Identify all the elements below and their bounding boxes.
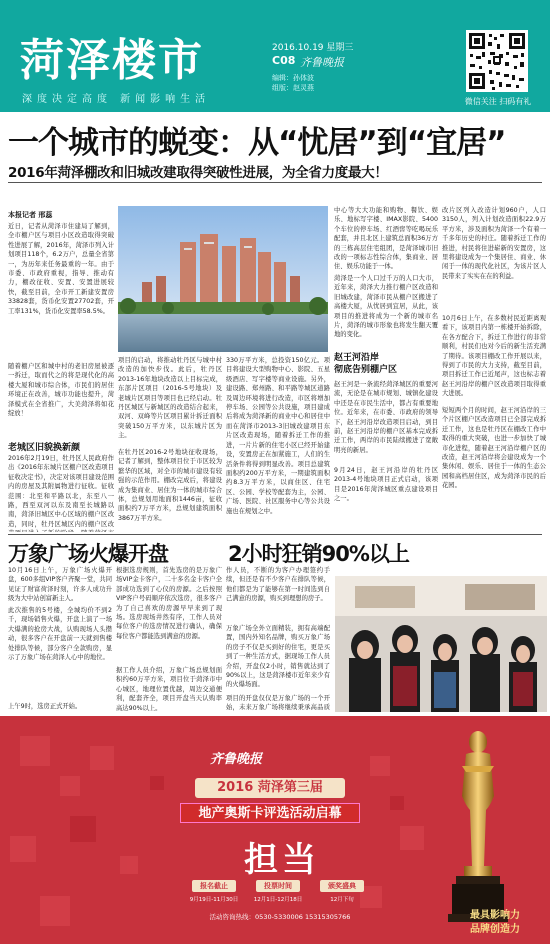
- article-text: 万象广场全外立面精装，拥有高端配置，国内外知名品牌，购买万象广场的房子不仅是买到好的住宅，更是买到了一种生活方式，据现场工作人员介绍，开盘仅2小时，销售就达到了90%以上，这是菏泽楼市近年来少有的火爆场面。: [226, 625, 330, 689]
- article-text: 作人员，不断的为客户办理签约手续，但还是有不少客户在排队等候，他们都是为了能够在第一时间选到自己满意的房源，购买到理想的房子。: [226, 567, 330, 603]
- skyline-photo: [118, 206, 328, 352]
- article-text: 短短两个月的时间，赵王河沿岸的三个片区棚户区改造项目已全部完成拆迁工作，这也是牡丹区在棚改工作中取得的重大突破，也进一步加快了城市化进程，随着赵王河沿岸棚户区的改造，赵王河沿岸将会建设成为一个集休闲、娱乐、居住于一体的生态公园和高档居住区，成为菏泽市民的后花园。: [442, 407, 546, 490]
- schedule-label: 报名截止: [192, 880, 236, 892]
- ad-title: 2016 菏泽第三届: [195, 778, 345, 798]
- main-headline: 一个城市的蜕变：从“忧居”到“宜居”: [8, 125, 506, 161]
- article-text: 10月16日上午，万象广场火爆开盘，600多组VIP客户齐聚一堂，共同见证了财富荷泽时刻，许多人成功升级为大中站创富新主人。: [8, 567, 112, 603]
- article-text: 项目的开盘仅仅是万象广场的一个开始，未来万象广场将继续秉承高品质: [226, 695, 330, 712]
- section-subheading: 赵王河沿岸 彻底告别棚户区: [334, 353, 398, 375]
- hotline: 活动咨询热线：0530-5330006 15315305766: [209, 913, 351, 921]
- article-text: 改片区列入改造计划960户，人口3150人，列入计划改造面积22.9万平方米，涉及面积为菏泽一个有着一千多年历史的村庄。随着拆迁工作的推进，村民将住进崭新的安置房，这里将建设成为一个集居住、商业、休闲于一体的现代化社区，为该片区人民带来了实实在在的利益。: [442, 207, 546, 280]
- article-text: 随着棚户区和城中村的老旧房屋被逐一拆迁，取而代之的将是现代化的高楼大厦和城市综合体，市民们的居住环境正在改善，城市功能也提升，菏泽模式在全省推广，大美菏泽将如花绽放！: [8, 363, 114, 418]
- schedule-date: 12月下旬: [330, 897, 354, 903]
- article-text: 上午9时，选房正式开始。: [8, 703, 82, 710]
- schedule-date: 12月1日-12月18日: [253, 897, 303, 903]
- newspaper-logo: 齐鲁晚报: [210, 752, 263, 767]
- divider: [8, 182, 542, 183]
- sub-headline: 2016年菏泽棚改和旧城改建取得突破性进展，为全省力度最大！: [8, 165, 388, 181]
- article-headline: 万象广场火爆开盘: [8, 542, 168, 566]
- article-text: 赵王河是一条流经菏泽城区的重要河流，无论是在城市规划、城镇化建设中还是在市民生活中，都占有重要地位。近年来，在市委、市政府的领导下，赵王河沿岸改造项目启动，到目前，赵王河沿岸的棚户区基本完成拆迁工作，两岸的市民陆续搬进了宽敞明亮的新居。: [334, 381, 438, 454]
- masthead-slogan: 深度决定高度 新闻影响生活: [22, 94, 211, 105]
- article-text: 10月6日上午，在多数村民近距离观看下，该项目内第一栋楼开始拆除，在各方配合下，拆迁工作进行的非常顺利，村民们也对今后的新生活充满了期待。该项目棚改工作开展以来，得到了市民的大力支持，截至目前，项目拆迁工作已近尾声，这也标志着赵王河沿岸的棚户区改造项目取得重大进展。: [442, 315, 546, 398]
- article-text: 菏泽是一个人口过千万的人口大市，近年来，菏泽大力推行棚户区改造和旧城改建，菏泽市民从棚户区搬进了高楼大厦，从忧居到宜居，从此，该项目的推进将成为一个新的城市名片，菏泽的城市形象也将发生翻天覆地的变化。: [334, 275, 438, 339]
- ad-slogan: 担当: [244, 840, 320, 880]
- article-text: 在牡丹区2016-2号地块征收现场，记者了解到，整体项目位于市区较为繁华的区域，对全市的城市建设有较强的示范作用。棚改完成后，将建设成为集商业、居住为一体的城市综合体，总规划用地面积1446亩，征收面积约7万平方米，总规划建筑面积3867万平方米。: [118, 449, 222, 522]
- article-text: 据工作人员介绍，万象广场总规划面积约60万平方米，项目位于菏泽市中心城区，地理位置优越，周边交通便利，配套齐全，项目开盘当天认购率高达90%以上。: [116, 667, 222, 712]
- schedule-label: 投票时间: [256, 880, 300, 892]
- page-number: C08: [272, 54, 296, 67]
- schedule-label: 颁奖盛典: [320, 880, 364, 892]
- article-text: 近日，记者从菏泽市住建局了解到，全市棚户区与项目小区改造取得突破性进展了解，2016年，菏泽市列入计划项目118个，6.2万户，总量全省第一，为历年来任务最重的一年。由于市委、市政府重视，指导、推动有力，棚改征收、安置、安置进展较快，截至目前，全市开工新建安置房33828套，货币化安置27702套，开工率131%，货币化安置率58.5%。: [8, 223, 114, 315]
- article-text: 9月24日，赵王河沿岸的牡丹区2013-4号地块项目正式启动，该项目是2016年菏泽城区重点建设项目之一。: [334, 467, 438, 503]
- issue-date: 2016.10.19 星期三: [272, 43, 354, 53]
- ad-tagline: 品牌创造力: [470, 924, 520, 935]
- oscar-trophy-icon: [420, 726, 540, 936]
- article-text: 2016年2月19日，牡丹区人民政府作出《2016年东城片区棚户区改造项目征收决定书》，决定对该项目建设范围内的房屋及其附属物进行征收。征收范围：北至和平路以北，东至八一路，西至双河以东及南至长城路以南，菏泽旧城区中心区域的棚户区改造，同时，牡丹区城区内的棚户区改: [8, 455, 114, 528]
- designer-credit: 组版：赵灵燕: [272, 84, 314, 92]
- article-text: 中心等大大功能和购物、餐饮、娱乐、地标写字楼、IMAX影院、5400个车位的停车场、红酒窖等吃喝玩乐配套，并且北区上建筑总面积36万方的三栋高层住宅组团，是菏泽城市旧改的一项标志性综合体，集商业、居住、娱乐功能于一体。: [334, 207, 438, 271]
- ad-tagline: 最具影响力: [470, 910, 520, 921]
- ad-subtitle: 地产奥斯卡评选活动启幕: [180, 803, 360, 823]
- schedule-date: 9月19日-11月30日: [189, 897, 239, 903]
- sales-event-photo: [335, 576, 547, 712]
- article-text: 此次推售的5号楼，全城均价不到2千，现场销售火爆，开盘上演了一场大爆满的抢房大战，认购现场人头攒动，很多客户在开盘前一天就到售楼处排队等候，部分客户全款购房，显示了万象广场在菏泽人心中的地位。: [8, 607, 112, 662]
- newspaper-logo: 齐鲁晚报: [300, 56, 344, 69]
- qr-caption: 微信关注 扫码有礼: [464, 97, 532, 106]
- qr-code-icon[interactable]: [466, 30, 528, 92]
- byline: 本报记者 邢蕊: [8, 211, 53, 219]
- editor-credit: 编辑：孙体波: [272, 74, 314, 82]
- article-text: 项目的启动，将推动牡丹区与城中村改造的加快步伐。此后，牡丹区2013-16年地块改造以上目标完成，东部片区项目（2016-5号地块）及老城片区项目等项目也已经启动。牡丹区城区与新城区的改造结合起来，双河、双峰等片区项目累计拆迁面积突破150万平方米，以东城片区为主。: [118, 357, 222, 440]
- section-subheading: 老城区旧貌换新颜: [8, 443, 81, 453]
- article-headline: 2小时狂销90%以上: [228, 542, 409, 566]
- article-text: 330万平方米，总投资150亿元。项目将建设大型购物中心、影院、五星级酒店、写字楼等商业设施。另外，建设路、郑州路、和平路等城区道路及周边环境将进行改造，市区将增加停车场、公园等公共设施，项目建成后将成为菏泽新的商业中心和居住中: [226, 357, 330, 420]
- masthead-title: 菏泽楼市: [20, 35, 204, 86]
- divider: [8, 534, 542, 535]
- article-text: 根据选房规则，首先选房的是万象广场VIP金卡客户，二十多名金卡客户全部成功选到了心仪的房源。之后按照VIP客户号码顺序依次选房，很多客户为了自己喜欢的房源早早来到了现场。选房现场井然有序，工作人员对每位客户的选房情况进行确认，确保每位客户都能选到满意的房源。: [116, 567, 222, 640]
- article-text: 而在菏泽市2013-3旧城改建项目东片区改造现场，随着拆迁工作的推进，一片片新的住宅小区已经开始建设，安置房正在加紧施工，人们的生活条件将得到明显改善。项目总建筑面积约200万平方米，一期建筑面积约8.3万平方米，以商住区、住宅区、公园、学校等配套为主，公园、广场、医院、社区服务中心等公共设施也在规划之中。: [226, 423, 330, 515]
